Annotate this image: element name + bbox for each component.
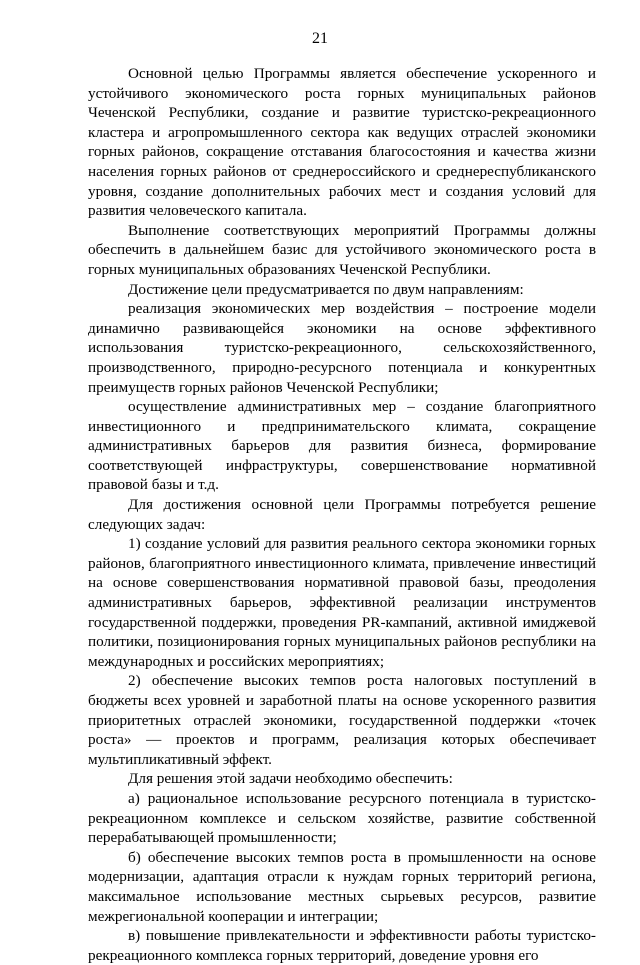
paragraph-task-2: 2) обеспечение высоких темпов роста налоговых поступлений в бюджеты всех уровней и заработной платы на основе ускоренного развития приоритетных отраслей экономики, государственной поддержки «точек роста» — проектов и программ, реализация которых обеспечивает мультипликативный эффект.: [88, 672, 596, 768]
paragraph-program-measures: Выполнение соответствующих мероприятий Программы должны обеспечить в дальнейшем базис для устойчивого экономического роста в горных муниципальных образованиях Чеченской Республики.: [88, 221, 596, 278]
page-number: 21: [312, 30, 328, 47]
paragraph-program-goal: Основной целью Программы является обеспечение ускоренного и устойчивого экономического роста горных муниципальных районов Чеченской Республики, создание и развитие туристско-рекреационного кластера и агропромышленного сектора как ведущих отраслей экономики горных районов, сокращение отставания благосостояния и качества жизни населения горных районов от среднероссийского и среднереспубликанского уровня, создание дополнительных рабочих мест и создания условий для развития человеческого капитала.: [88, 65, 596, 220]
paragraph-goal-directions: Достижение цели предусматривается по двум направлениям:: [128, 280, 524, 298]
paragraph-task-solution-intro: Для решения этой задачи необходимо обеспечить:: [128, 770, 453, 788]
paragraph-item-a: а) рациональное использование ресурсного потенциала в туристско-рекреационном комплексе и сельском хозяйстве, развитие собственной перерабатывающей промышленности;: [88, 789, 596, 847]
paragraph-economic-measures: реализация экономических мер воздействия – построение модели динамично развивающейся экономики на основе эффективного использования туристско-рекреационного, сельскохозяйственного, производственного, природно-ресурсного потенциала и конкурентных преимуществ горных районов Чеченской Республики;: [88, 300, 596, 396]
paragraph-tasks-intro: Для достижения основной цели Программы потребуется решение следующих задач:: [88, 496, 596, 533]
paragraph-item-b: б) обеспечение высоких темпов роста в промышленности на основе модернизации, адаптация отрасли к нуждам горных территорий региона, максимальное использование местных сырьевых ресурсов, развитие межрегиональной кооперации и интеграции;: [88, 848, 596, 925]
paragraph-item-v: в) повышение привлекательности и эффективности работы туристско-рекреационного комплекса горных территорий, доведение уровня его: [88, 927, 596, 964]
paragraph-task-1: 1) создание условий для развития реального сектора экономики горных районов, благоприятного инвестиционного климата, привлечение инвестиций на основе совершенствования нормативной правовой базы, преодоления административных барьеров, эффективной реализации инструментов государственной поддержки, проведения PR-кампаний, активной имиджевой политики, позиционирования горных муниципальных районов республики на международных и российских мероприятиях;: [88, 535, 596, 670]
page-body: [88, 64, 596, 965]
paragraph-administrative-measures: осуществление административных мер – создание благоприятного инвестиционного и предпринимательского климата, сокращение административных барьеров для развития бизнеса, формирование соответствующей инфраструктуры, совершенствование нормативной правовой базы и т.д.: [88, 398, 596, 494]
